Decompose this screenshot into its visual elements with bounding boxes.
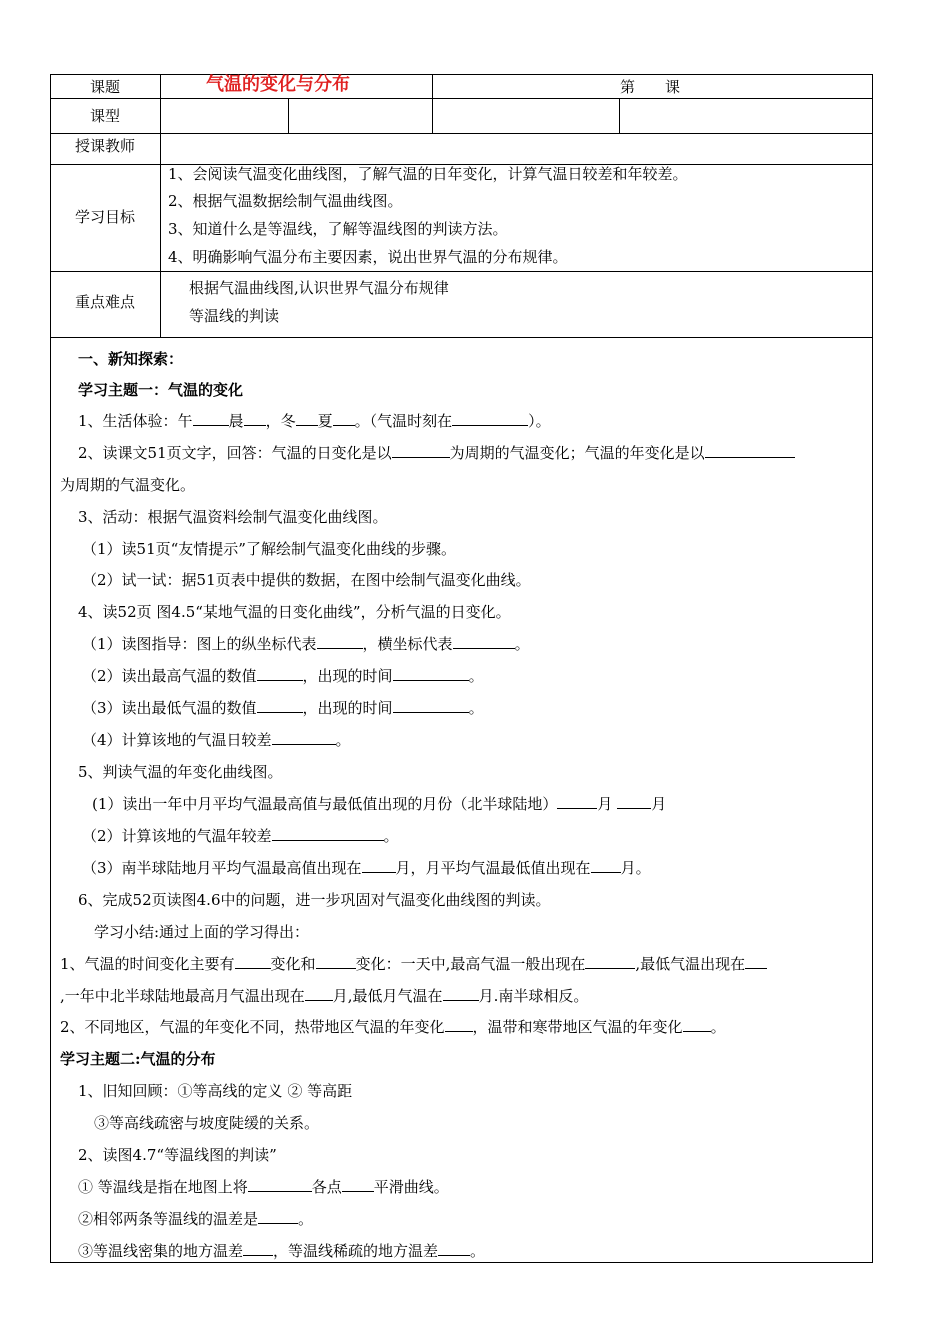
theme-heading: 学习主题二:气温的分布 xyxy=(60,1050,216,1068)
question-3-part-2: （2）试一试：据51页表中提供的数据，在图中绘制气温变化曲线。 xyxy=(82,571,531,589)
key-point-item: 等温线的判读 xyxy=(189,307,280,325)
question-5-part-3: （3）南半球陆地月平均气温最高值出现在 月，月平均气温最低值出现在 月。 xyxy=(82,859,651,877)
type-label: 课型 xyxy=(89,107,120,125)
objective-item: 3、知道什么是等温线，了解等温线图的判读方法。 xyxy=(168,220,508,238)
question-4-part-2: （2）读出最高气温的数值 ，出现的时间 。 xyxy=(82,667,484,685)
objective-item: 2、根据气温数据绘制气温曲线图。 xyxy=(168,192,403,210)
section-heading: 一、新知探索： xyxy=(78,350,184,368)
question-4: 4、读52页 图4.5“某地气温的日变化曲线”，分析气温的日变化。 xyxy=(78,603,511,621)
question-1: 1、生活体验：午 晨 ，冬 夏 。（气温时刻在 ）。 xyxy=(78,412,551,430)
question-2-continued: 为周期的气温变化。 xyxy=(60,476,196,494)
topic-title: 气温的变化与分布 xyxy=(206,74,350,95)
objective-item: 4、明确影响气温分布主要因素，说出世界气温的分布规律。 xyxy=(168,248,568,266)
summary-heading: 学习小结:通过上面的学习得出： xyxy=(94,923,310,941)
topic-label: 课题 xyxy=(89,78,120,96)
topic-2-item-2-2: ②相邻两条等温线的温差是 。 xyxy=(78,1210,314,1228)
question-5-part-2: （2）计算该地的气温年较差 。 xyxy=(82,827,399,845)
question-4-part-4: （4）计算该地的气温日较差 。 xyxy=(82,731,351,749)
question-4-part-3: （3）读出最低气温的数值 ，出现的时间 。 xyxy=(82,699,484,717)
question-3-part-1: （1）读51页“友情提示”了解绘制气温变化曲线的步骤。 xyxy=(82,540,456,558)
theme-heading: 学习主题一：气温的变化 xyxy=(78,381,244,399)
question-6: 6、完成52页读图4.6中的问题，进一步巩固对气温变化曲线图的判读。 xyxy=(78,891,551,909)
topic-2-item-2-3: ③等温线密集的地方温差 ，等温线稀疏的地方温差 。 xyxy=(78,1242,486,1260)
question-5: 5、判读气温的年变化曲线图。 xyxy=(78,763,283,781)
topic-2-item-1: 1、旧知回顾：①等高线的定义 ② 等高距 xyxy=(78,1082,353,1100)
key-point-item: 根据气温曲线图,认识世界气温分布规律 xyxy=(189,279,449,297)
topic-2-item-2-1: ① 等温线是指在地图上将 各点 平滑曲线。 xyxy=(78,1178,449,1196)
summary-1: 1、气温的时间变化主要有 变化和 变化：一天中,最高气温一般出现在 ,最低气温出现在 xyxy=(60,954,767,974)
summary-2: 2、不同地区，气温的年变化不同，热带地区气温的年变化 ，温带和寒带地区气温的年变化 。 xyxy=(60,1018,726,1036)
teacher-label: 授课教师 xyxy=(74,137,135,155)
question-4-part-1: （1）读图指导：图上的纵坐标代表 ，横坐标代表 。 xyxy=(82,635,530,653)
objective-item: 1、会阅读气温变化曲线图，了解气温的日年变化，计算气温日较差和年较差。 xyxy=(168,165,688,183)
question-2: 2、读课文51页文字，回答：气温的日变化是以 为周期的气温变化；气温的年变化是以 xyxy=(78,443,795,463)
question-3: 3、活动：根据气温资料绘制气温变化曲线图。 xyxy=(78,508,388,526)
question-5-part-1: (1）读出一年中月平均气温最高值与最低值出现的月份（北半球陆地） 月 月 xyxy=(92,795,667,813)
topic-2-item-1b: ③等高线疏密与坡度陡缓的关系。 xyxy=(94,1114,320,1132)
summary-1-continued: ,一年中北半球陆地最高月气温出现在 月,最低月气温在 月.南半球相反。 xyxy=(60,987,589,1005)
lesson-number-label: 第 课 xyxy=(620,78,681,96)
key-points-label: 重点难点 xyxy=(74,293,135,311)
topic-2-item-2: 2、读图4.7“等温线图的判读” xyxy=(78,1146,277,1164)
objectives-label: 学习目标 xyxy=(74,208,135,226)
